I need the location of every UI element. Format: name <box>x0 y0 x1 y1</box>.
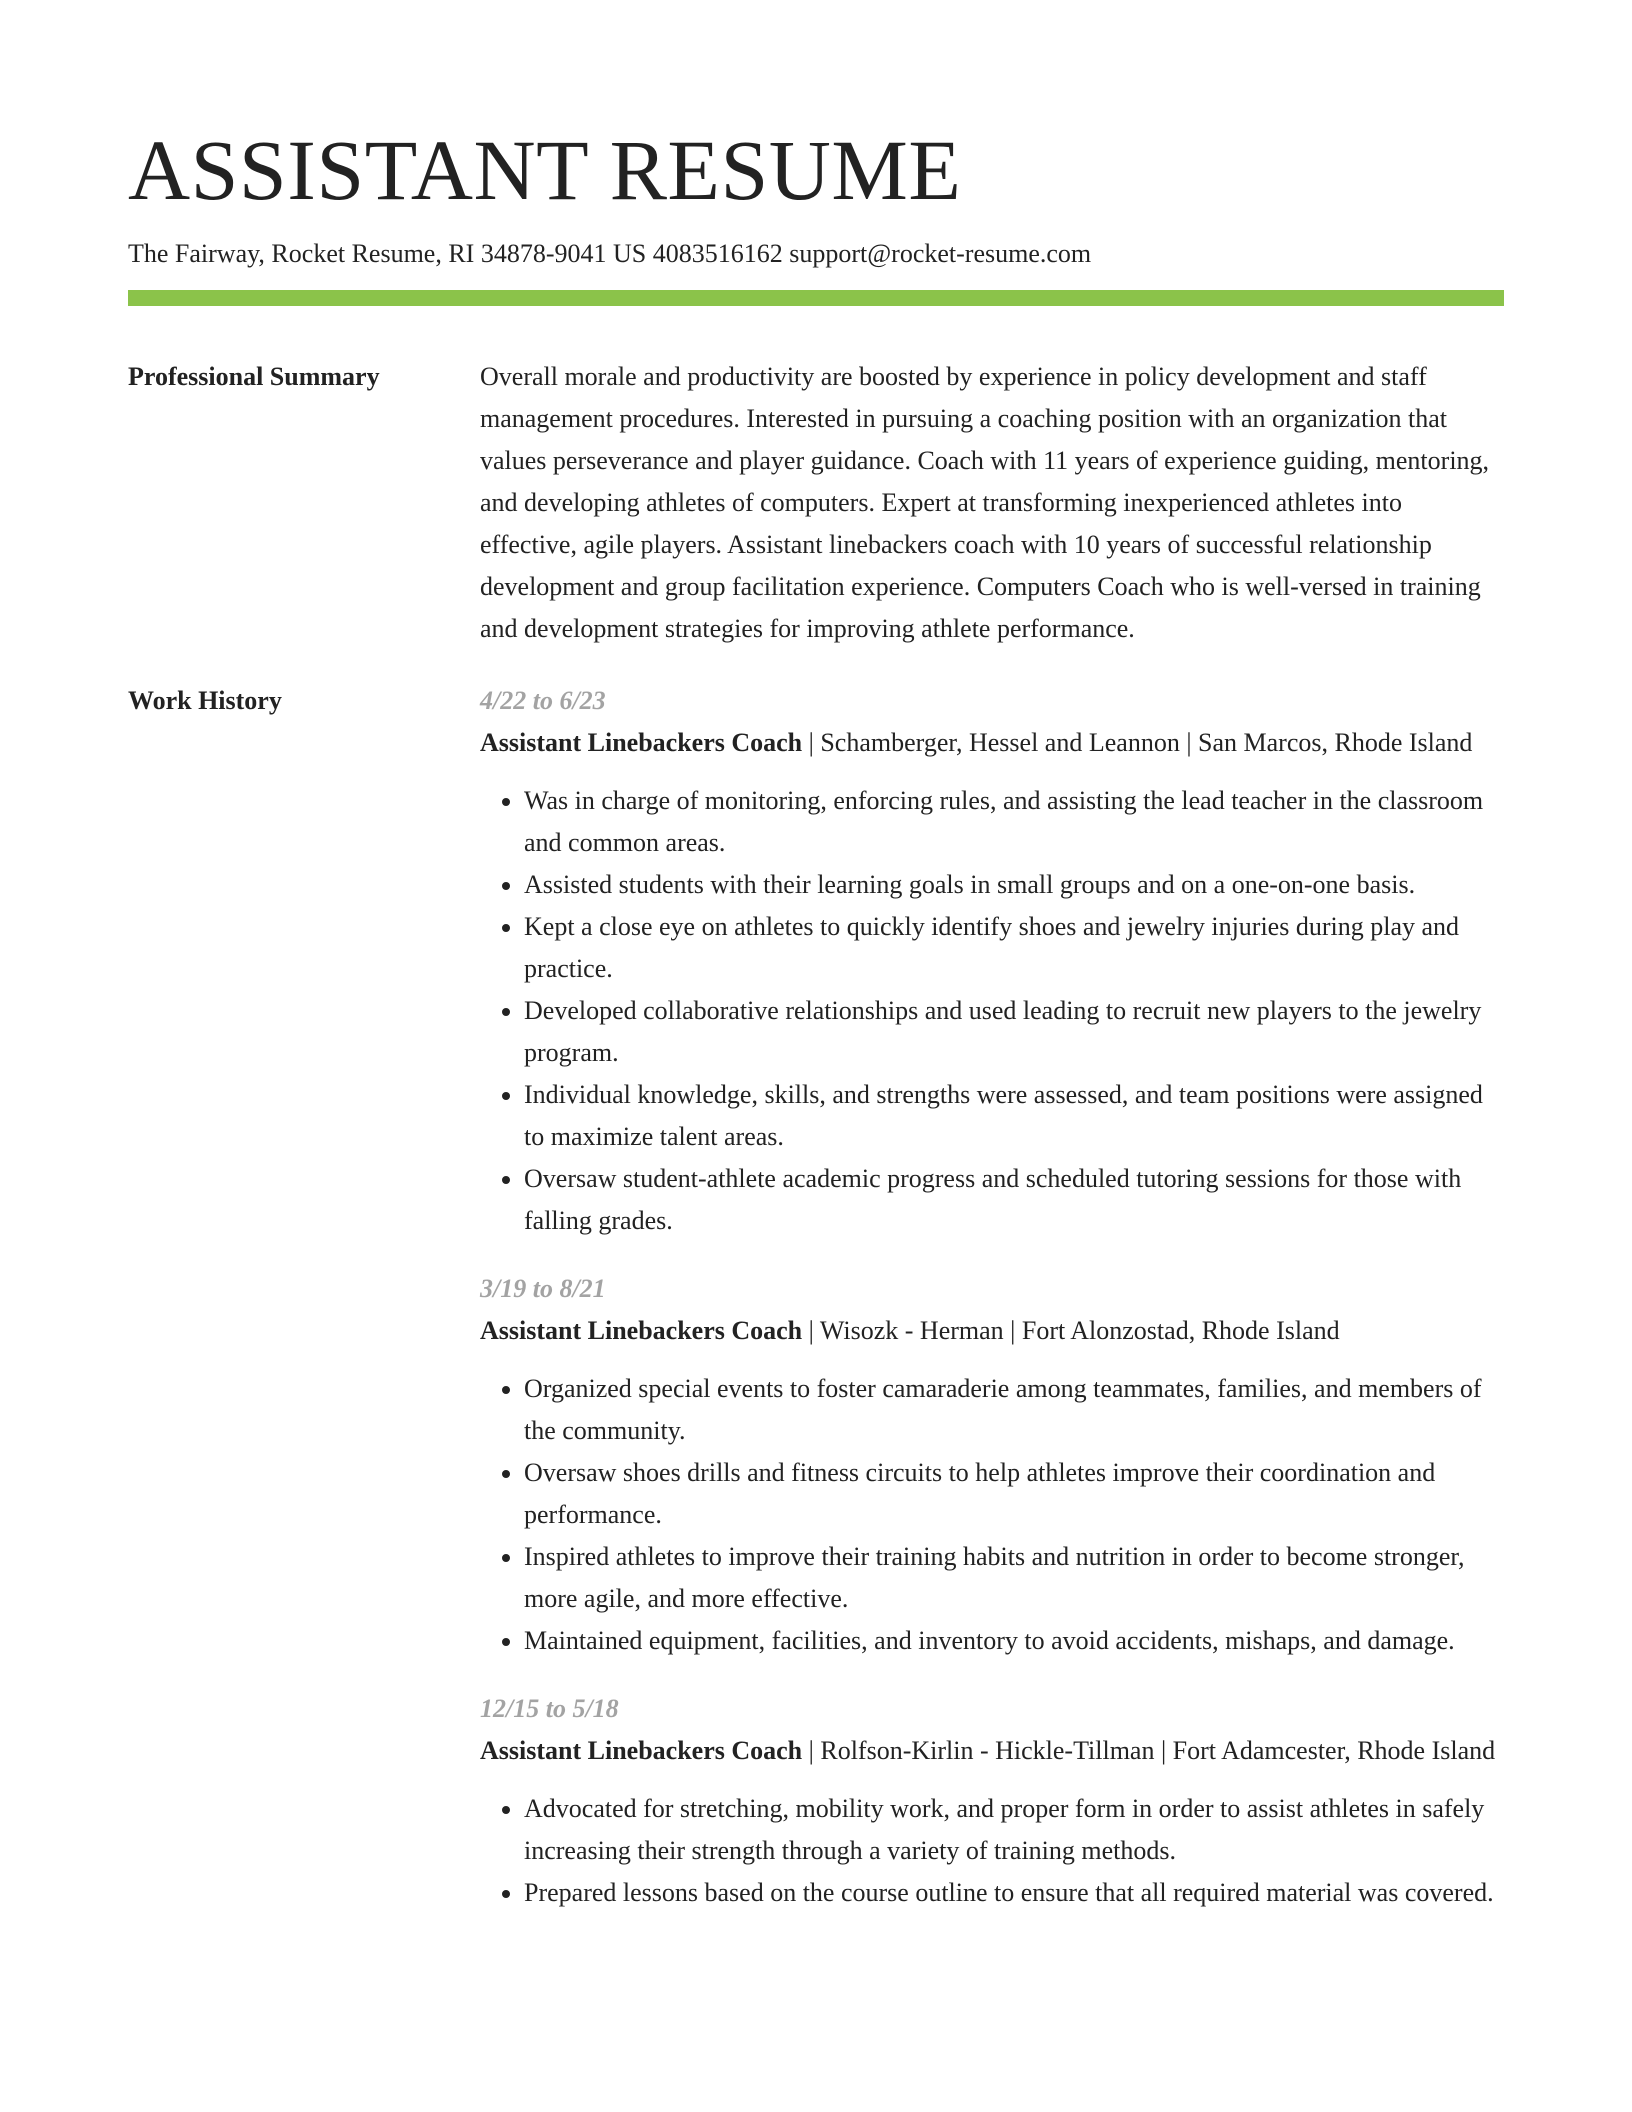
job-details: | Schamberger, Hessel and Leannon | San Marcos, Rhode Island <box>802 728 1473 757</box>
work-history-label: Work History <box>128 686 282 715</box>
job-dates: 4/22 to 6/23 <box>480 686 606 715</box>
job-entry <box>480 680 1504 1242</box>
work-history-section <box>128 680 1504 1940</box>
job-heading <box>480 1310 1504 1352</box>
job-bullets <box>480 780 1504 1242</box>
job-bullets <box>480 1788 1504 1914</box>
resume-title: ASSISTANT RESUME <box>128 122 962 218</box>
job-title: Assistant Linebackers Coach <box>480 728 803 757</box>
job-bullet: • Oversaw shoes drills and fitness circuits to help athletes improve their coordination and performance. <box>524 1452 1504 1536</box>
job-entry <box>480 1268 1504 1662</box>
job-heading <box>480 722 1504 764</box>
job-dates: 3/19 to 8/21 <box>480 1274 606 1303</box>
resume-page <box>128 116 1504 1940</box>
job-bullets <box>480 1368 1504 1662</box>
job-title: Assistant Linebackers Coach <box>480 1736 803 1765</box>
job-bullet: • Assisted students with their learning goals in small groups and on a one-on-one basis. <box>524 864 1504 906</box>
job-dates: 12/15 to 5/18 <box>480 1694 619 1723</box>
job-bullet: • Oversaw student-athlete academic progress and scheduled tutoring sessions for those with falling grades. <box>524 1158 1504 1242</box>
job-heading <box>480 1730 1504 1772</box>
summary-text: Overall morale and productivity are boosted by experience in policy development and staff management procedures. Interested in pursuing a coaching position with an organization that values perseverance and player guidance. Coach with 11 years of experience guiding, mentoring, and developing athletes of computers. Expert at transforming inexperienced athletes into effective, agile players. Assistant linebackers coach with 10 years of successful relationship development and group facilitation experience. Computers Coach who is well-versed in training and development strategies for improving athlete performance. <box>480 362 1490 643</box>
job-details: | Wisozk - Herman | Fort Alonzostad, Rhode Island <box>802 1316 1340 1345</box>
summary-section <box>128 356 1504 650</box>
job-bullet: • Organized special events to foster camaraderie among teammates, families, and members of the community. <box>524 1368 1504 1452</box>
accent-divider <box>128 290 1504 306</box>
job-details: | Rolfson-Kirlin - Hickle-Tillman | Fort Adamcester, Rhode Island <box>802 1736 1496 1765</box>
job-bullet: • Maintained equipment, facilities, and inventory to avoid accidents, mishaps, and damage. <box>524 1620 1504 1662</box>
contact-line: The Fairway, Rocket Resume, RI 34878-9041 US 4083516162 support@rocket-resume.com <box>128 239 1092 268</box>
job-bullet: • Developed collaborative relationships and used leading to recruit new players to the jewelry program. <box>524 990 1504 1074</box>
job-bullet: • Was in charge of monitoring, enforcing rules, and assisting the lead teacher in the classroom and common areas. <box>524 780 1504 864</box>
job-entry <box>480 1688 1504 1914</box>
job-bullet: • Inspired athletes to improve their training habits and nutrition in order to become stronger, more agile, and more effective. <box>524 1536 1504 1620</box>
job-bullet: • Prepared lessons based on the course outline to ensure that all required material was covered. <box>524 1872 1504 1914</box>
work-history-list <box>480 680 1504 1940</box>
job-bullet: • Individual knowledge, skills, and strengths were assessed, and team positions were assigned to maximize talent areas. <box>524 1074 1504 1158</box>
job-bullet: • Advocated for stretching, mobility work, and proper form in order to assist athletes in safely increasing their strength through a variety of training methods. <box>524 1788 1504 1872</box>
summary-label: Professional Summary <box>128 362 380 391</box>
job-bullet: • Kept a close eye on athletes to quickly identify shoes and jewelry injuries during play and practice. <box>524 906 1504 990</box>
job-title: Assistant Linebackers Coach <box>480 1316 803 1345</box>
